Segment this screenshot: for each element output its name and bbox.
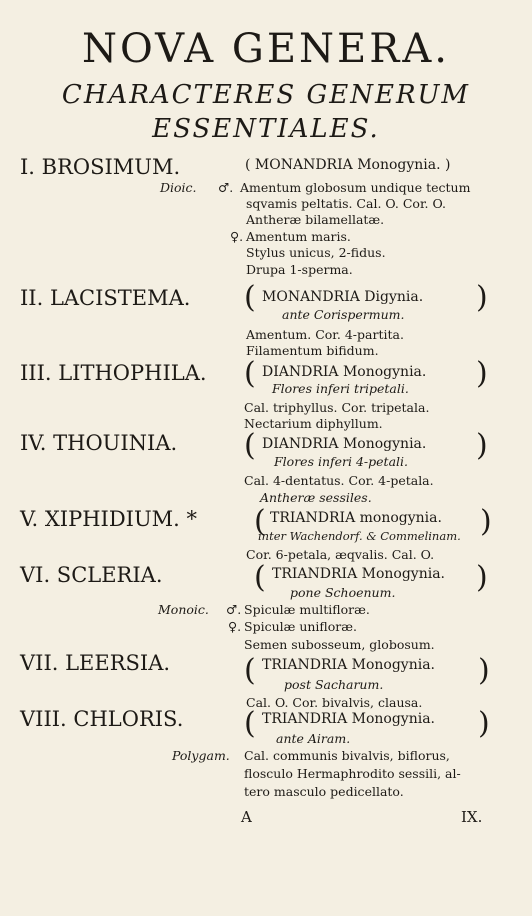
description-line: Semen subosseum, globosum.: [244, 637, 435, 652]
description-line: Amentum. Cor. 4-partita.: [246, 327, 404, 342]
description-line: Cal. communis bivalvis, biflorus,: [244, 748, 450, 763]
page-subtitle-line-1: CHARACTERES GENERUM: [61, 80, 471, 110]
bracket-right: ): [476, 428, 488, 463]
description-line: Antheræ bilamellatæ.: [246, 212, 385, 227]
description-line: Stylus unicus, 2-fidus.: [246, 245, 386, 260]
bracket-right: ): [480, 504, 492, 539]
bracket-right: ): [476, 280, 488, 315]
bracket-right: ): [476, 560, 488, 595]
classification-note: inter Wachendorf. & Commelinam.: [258, 529, 461, 543]
classification-note: ante Airam.: [276, 731, 351, 746]
description-line: sqvamis peltatis. Cal. O. Cor. O.: [246, 196, 446, 211]
bracket-left: (: [244, 428, 256, 463]
female-symbol-icon: ♀.: [228, 619, 242, 634]
classification: DIANDRIA Monogynia.: [262, 364, 427, 380]
description-line: Cal. O. Cor. bivalvis, clausa.: [246, 695, 423, 710]
description-line: Drupa 1-sperma.: [246, 262, 353, 277]
signature-mark: A: [241, 808, 252, 826]
classification-note: post Sacharum.: [284, 677, 384, 692]
bracket-right: ): [478, 653, 490, 688]
description-line: Amentum globosum undique tectum: [240, 180, 471, 195]
bracket-right: ): [478, 706, 490, 741]
genus-name: IV. THOUINIA.: [20, 431, 178, 455]
classification: TRIANDRIA Monogynia.: [262, 711, 435, 727]
classification: DIANDRIA Monogynia.: [262, 436, 427, 452]
description-line: Cor. 6-petala, æqvalis. Cal. O.: [246, 547, 435, 562]
classification-note: Flores inferi 4-petali.: [274, 454, 408, 469]
bracket-left: (: [254, 560, 266, 595]
classification-note: Flores inferi tripetali.: [272, 381, 409, 396]
genus-name: VI. SCLERIA.: [20, 563, 163, 587]
sex-label: Polygam.: [172, 748, 230, 763]
classification: MONANDRIA Digynia.: [262, 289, 424, 305]
genus-name: VIII. CHLORIS.: [20, 707, 184, 731]
classification-note: pone Schoenum.: [290, 585, 396, 600]
description-line: Nectarium diphyllum.: [244, 416, 383, 431]
classification-note: ante Corispermum.: [282, 307, 405, 322]
catchword: IX.: [461, 808, 483, 826]
genus-name: II. LACISTEMA.: [20, 286, 191, 310]
description-line: flosculo Hermaphrodito sessili, al-: [244, 766, 461, 781]
description-line: Amentum maris.: [246, 229, 351, 244]
page-subtitle-line-2: ESSENTIALES.: [152, 114, 380, 144]
genus-name: V. XIPHIDIUM. *: [20, 507, 198, 531]
description-line: Spiculæ multifloræ.: [244, 602, 370, 617]
sex-label: Monoic.: [158, 602, 209, 617]
page-title: NOVA GENERA.: [82, 26, 450, 72]
description-line: Antheræ sessiles.: [260, 490, 372, 505]
genus-name: I. BROSIMUM.: [20, 155, 181, 179]
classification: TRIANDRIA Monogynia.: [262, 657, 435, 673]
classification: TRIANDRIA Monogynia.: [272, 566, 445, 582]
male-symbol-icon: ♂.: [226, 602, 242, 617]
description-line: Cal. 4-dentatus. Cor. 4-petala.: [244, 473, 434, 488]
description-line: tero masculo pedicellato.: [244, 784, 404, 799]
bracket-left: (: [244, 706, 256, 741]
bracket-left: (: [244, 356, 256, 391]
bracket-right: ): [476, 356, 488, 391]
bracket-left: (: [254, 504, 266, 539]
male-symbol-icon: ♂.: [218, 180, 234, 195]
description-line: Filamentum bifidum.: [246, 343, 379, 358]
bracket-left: (: [244, 653, 256, 688]
classification: TRIANDRIA monogynia.: [270, 510, 442, 526]
genus-name: III. LITHOPHILA.: [20, 361, 207, 385]
female-symbol-icon: ♀.: [230, 229, 244, 244]
description-line: Cal. triphyllus. Cor. tripetala.: [244, 400, 430, 415]
classification: ( MONANDRIA Monogynia. ): [245, 157, 451, 173]
sex-label: Dioic.: [160, 180, 197, 195]
description-line: Spiculæ unifloræ.: [244, 619, 357, 634]
genus-name: VII. LEERSIA.: [20, 651, 171, 675]
bracket-left: (: [244, 280, 256, 315]
